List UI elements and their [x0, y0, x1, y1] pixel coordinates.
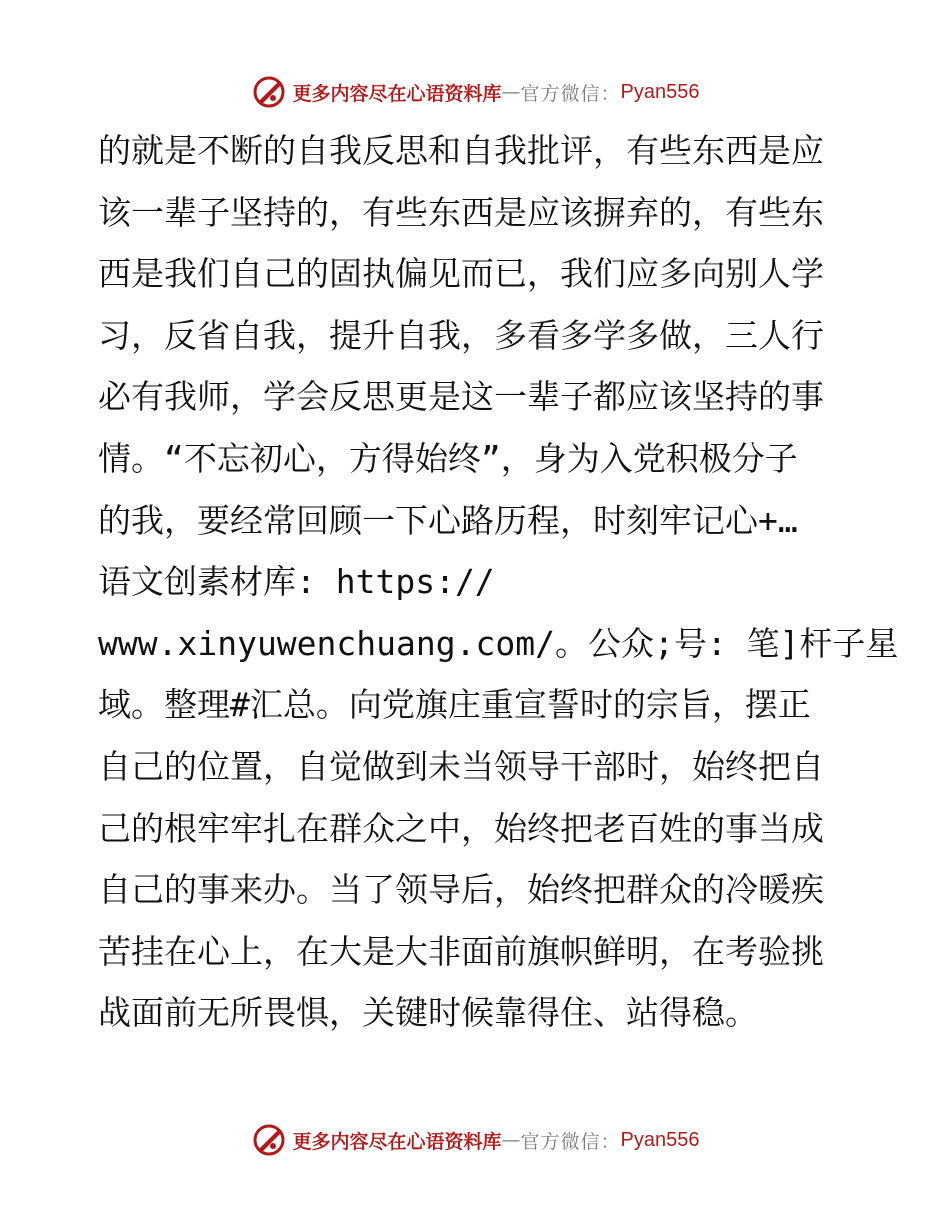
brand-logo-icon [251, 74, 287, 110]
footer-banner [0, 1120, 950, 1160]
body-line: 该一辈子坚持的，有些东西是应该摒弃的，有些东 [98, 192, 824, 232]
banner-dash: — [501, 81, 521, 103]
body-line: 战面前无所畏惧，关键时候靠得住、站得稳。 [98, 993, 758, 1033]
body-line: 苦挂在心上，在大是大非面前旗帜鲜明，在考验挑 [98, 931, 824, 971]
body-line: 情。“不忘初心，方得始终”，身为入党积极分子 [98, 438, 798, 478]
body-line: 西是我们自己的固执偏见而已，我们应多向别人学 [98, 254, 824, 294]
banner-source-text: 更多内容尽在心语资料库 [292, 82, 502, 105]
banner-wechat-label: 官方微信： [520, 82, 621, 105]
body-line: 习，反省自我，提升自我，多看多学多做，三人行 [98, 315, 824, 355]
body-line: 必有我师，学会反思更是这一辈子都应该坚持的事 [98, 377, 824, 417]
banner-dash: — [501, 1129, 521, 1151]
banner-wechat-id: Pyan556 [620, 1128, 700, 1151]
banner-wechat-label: 官方微信： [520, 1130, 621, 1153]
body-line: 域。整理#汇总。向党旗庄重宣誓时的宗旨，摆正 [98, 685, 811, 725]
body-line: 的我，要经常回顾一下心路历程，时刻牢记心+… [98, 500, 798, 540]
brand-logo-icon [251, 1122, 287, 1158]
body-line: 自己的事来办。当了领导后，始终把群众的冷暖疾 [98, 870, 824, 910]
banner-wechat-id: Pyan556 [620, 80, 700, 103]
body-line: 的就是不断的自我反思和自我批评，有些东西是应 [98, 131, 824, 170]
body-line: 己的根牢牢扎在群众之中，始终把老百姓的事当成 [98, 808, 824, 848]
body-line: www.xinyuwenchuang.com/。公众;号: 笔]杆子星 [98, 623, 899, 663]
body-line: 语文创素材库: https:// [98, 562, 495, 602]
document-body [98, 120, 899, 1044]
banner-source-text: 更多内容尽在心语资料库 [292, 1130, 502, 1153]
body-line: 自己的位置，自觉做到未当领导干部时，始终把自 [98, 746, 824, 786]
header-banner [0, 72, 950, 112]
